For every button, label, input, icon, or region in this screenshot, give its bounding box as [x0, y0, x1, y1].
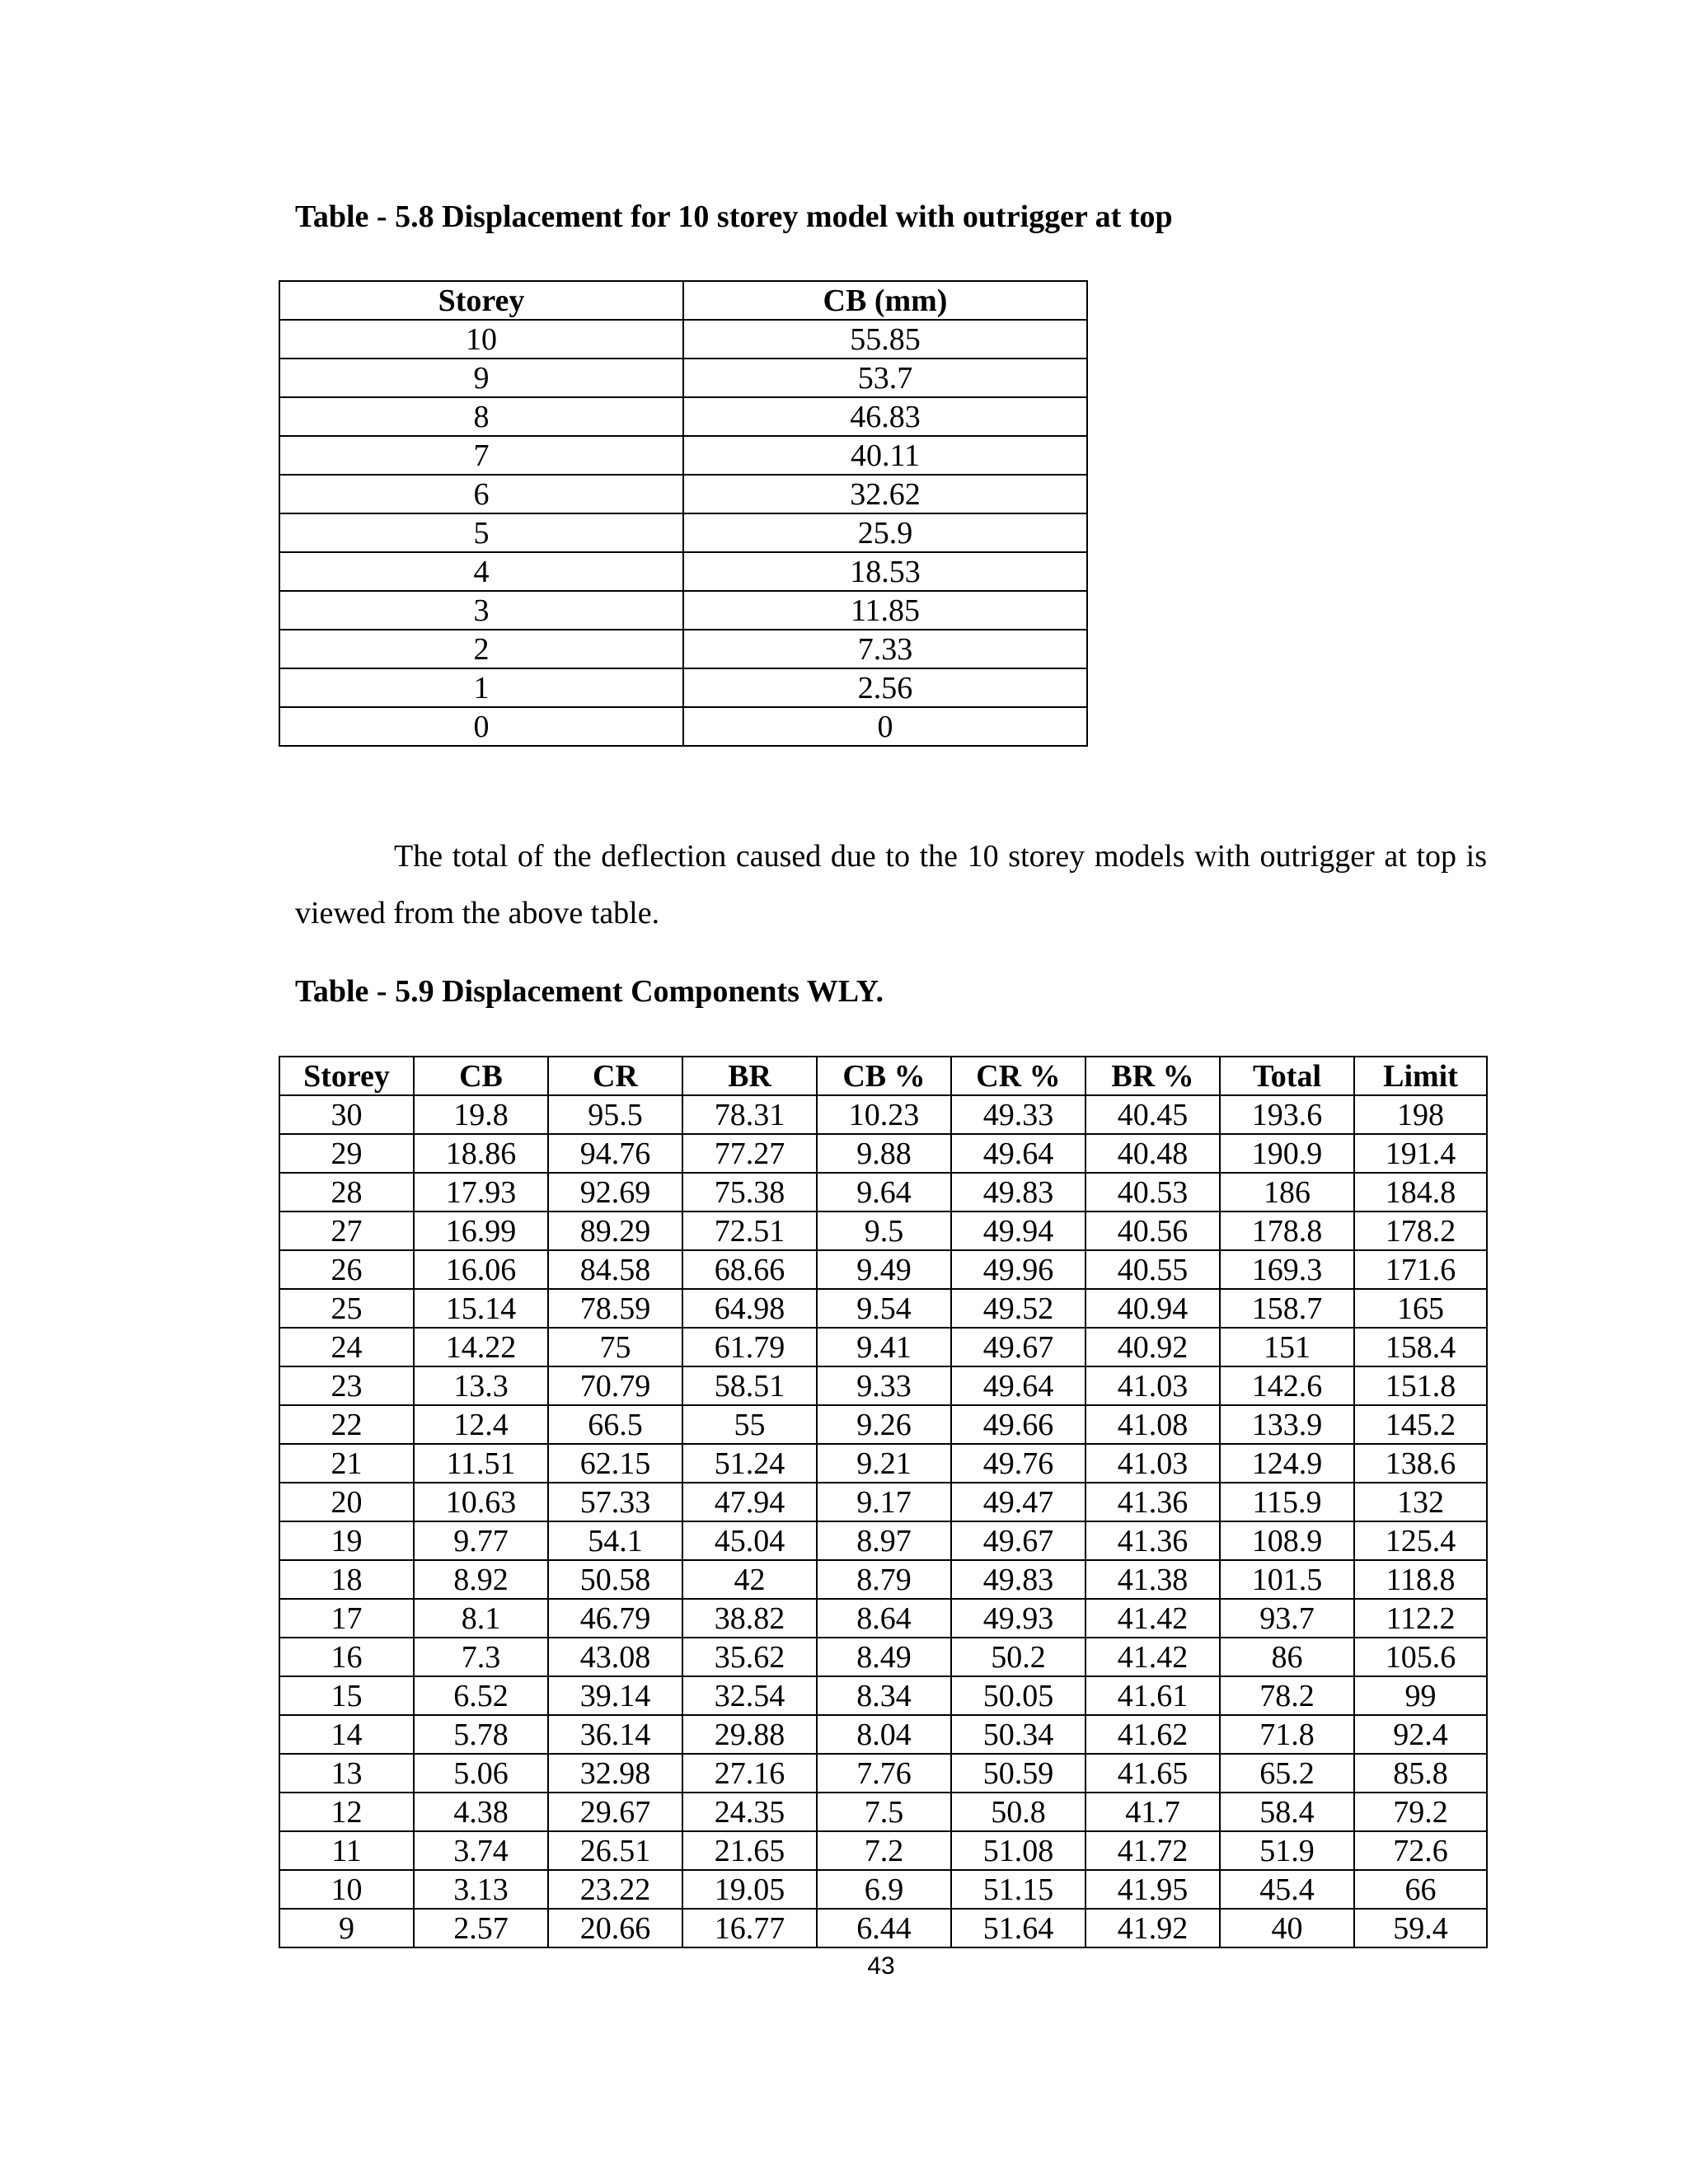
table-cell: 53.7 [683, 359, 1087, 397]
table-cell: 49.94 [951, 1212, 1085, 1250]
table-cell: 78.59 [548, 1289, 682, 1328]
table-cell: 78.2 [1220, 1676, 1354, 1715]
table-row [279, 1715, 1487, 1754]
table-cell: 16.77 [682, 1909, 817, 1947]
table-cell: 43.08 [548, 1638, 682, 1676]
table-cell: 7.5 [817, 1793, 951, 1831]
table-cell: 9.54 [817, 1289, 951, 1328]
table-cell: 6.52 [414, 1676, 548, 1715]
table-row [279, 1250, 1487, 1289]
table-cell: 9.49 [817, 1250, 951, 1289]
table-cell: 40.92 [1085, 1328, 1220, 1366]
table-cell: 191.4 [1354, 1134, 1487, 1173]
header-cell-cb: CB (mm) [683, 281, 1087, 320]
table-cell: 36.14 [548, 1715, 682, 1754]
table-cell: 7 [279, 436, 683, 475]
table-cell: 8.97 [817, 1521, 951, 1560]
table-cell: 41.08 [1085, 1405, 1220, 1444]
table-row [279, 1095, 1487, 1134]
table-cell: 3 [279, 591, 683, 630]
table-cell: 145.2 [1354, 1405, 1487, 1444]
table-cell: 41.42 [1085, 1599, 1220, 1638]
table-cell: 8 [279, 397, 683, 436]
table-cell: 158.7 [1220, 1289, 1354, 1328]
table-cell: 11 [279, 1831, 414, 1870]
page-number: 43 [867, 1952, 895, 1980]
table-cell: 6 [279, 475, 683, 513]
table-cell: 41.03 [1085, 1444, 1220, 1483]
table-cell: 8.64 [817, 1599, 951, 1638]
table-cell: 2.57 [414, 1909, 548, 1947]
table-row [279, 1676, 1487, 1715]
table-cell: 21.65 [682, 1831, 817, 1870]
table-cell: 86 [1220, 1638, 1354, 1676]
table-cell: 46.79 [548, 1599, 682, 1638]
table-cell: 186 [1220, 1173, 1354, 1212]
table-row [279, 513, 1087, 552]
table-cell: 9 [279, 1909, 414, 1947]
table-5-8 [279, 280, 1088, 747]
table-row [279, 1793, 1487, 1831]
header-cell: CB [414, 1057, 548, 1095]
table-cell: 45.04 [682, 1521, 817, 1560]
table-cell: 105.6 [1354, 1638, 1487, 1676]
table-cell: 68.66 [682, 1250, 817, 1289]
table-cell: 0 [683, 707, 1087, 746]
table-cell: 41.36 [1085, 1483, 1220, 1521]
table-cell: 17 [279, 1599, 414, 1638]
table-cell: 71.8 [1220, 1715, 1354, 1754]
table-cell: 25.9 [683, 513, 1087, 552]
table-cell: 89.29 [548, 1212, 682, 1250]
table-cell: 11.51 [414, 1444, 548, 1483]
table-row [279, 397, 1087, 436]
table-cell: 29 [279, 1134, 414, 1173]
table-5-8-caption: Table - 5.8 Displacement for 10 storey model with outrigger at top [295, 199, 1173, 234]
table-cell: 77.27 [682, 1134, 817, 1173]
table-cell: 64.98 [682, 1289, 817, 1328]
table-cell: 21 [279, 1444, 414, 1483]
table-cell: 23.22 [548, 1870, 682, 1909]
table-cell: 8.04 [817, 1715, 951, 1754]
table-cell: 75 [548, 1328, 682, 1366]
table-cell: 9.64 [817, 1173, 951, 1212]
table-cell: 41.92 [1085, 1909, 1220, 1947]
table-cell: 66 [1354, 1870, 1487, 1909]
table-row [279, 552, 1087, 591]
table-5-9-caption: Table - 5.9 Displacement Components WLY. [295, 974, 884, 1009]
table-cell: 133.9 [1220, 1405, 1354, 1444]
header-cell-storey: Storey [279, 281, 683, 320]
table-cell: 9.41 [817, 1328, 951, 1366]
table-header-row [279, 1057, 1487, 1095]
table-cell: 19.05 [682, 1870, 817, 1909]
table-cell: 75.38 [682, 1173, 817, 1212]
table-cell: 40.45 [1085, 1095, 1220, 1134]
table-cell: 9.26 [817, 1405, 951, 1444]
table-cell: 54.1 [548, 1521, 682, 1560]
header-cell: BR [682, 1057, 817, 1095]
table-cell: 41.61 [1085, 1676, 1220, 1715]
table-cell: 47.94 [682, 1483, 817, 1521]
table-cell: 151.8 [1354, 1366, 1487, 1405]
table-cell: 18.86 [414, 1134, 548, 1173]
table-cell: 165 [1354, 1289, 1487, 1328]
table-cell: 112.2 [1354, 1599, 1487, 1638]
table-cell: 41.36 [1085, 1521, 1220, 1560]
table-cell: 7.33 [683, 630, 1087, 668]
table-cell: 49.52 [951, 1289, 1085, 1328]
table-cell: 30 [279, 1095, 414, 1134]
table-cell: 4 [279, 552, 683, 591]
table-cell: 23 [279, 1366, 414, 1405]
table-cell: 49.66 [951, 1405, 1085, 1444]
table-cell: 0 [279, 707, 683, 746]
table-row [279, 668, 1087, 707]
table-cell: 49.67 [951, 1521, 1085, 1560]
table-cell: 28 [279, 1173, 414, 1212]
table-cell: 15.14 [414, 1289, 548, 1328]
table-cell: 40.53 [1085, 1173, 1220, 1212]
table-row [279, 1366, 1487, 1405]
table-5-9 [279, 1056, 1488, 1948]
table-cell: 8.34 [817, 1676, 951, 1715]
table-cell: 9.17 [817, 1483, 951, 1521]
table-cell: 24 [279, 1328, 414, 1366]
table-cell: 41.42 [1085, 1638, 1220, 1676]
table-row [279, 630, 1087, 668]
table-cell: 7.2 [817, 1831, 951, 1870]
table-cell: 72.6 [1354, 1831, 1487, 1870]
table-cell: 58.4 [1220, 1793, 1354, 1831]
table-cell: 41.38 [1085, 1560, 1220, 1599]
table-cell: 58.51 [682, 1366, 817, 1405]
table-cell: 41.03 [1085, 1366, 1220, 1405]
table-cell: 9.33 [817, 1366, 951, 1405]
table-cell: 40 [1220, 1909, 1354, 1947]
table-header-row [279, 281, 1087, 320]
table-cell: 93.7 [1220, 1599, 1354, 1638]
header-cell: Limit [1354, 1057, 1487, 1095]
table-cell: 72.51 [682, 1212, 817, 1250]
table-cell: 18 [279, 1560, 414, 1599]
table-cell: 118.8 [1354, 1560, 1487, 1599]
table-cell: 7.3 [414, 1638, 548, 1676]
table-cell: 16.99 [414, 1212, 548, 1250]
table-cell: 49.47 [951, 1483, 1085, 1521]
table-cell: 51.9 [1220, 1831, 1354, 1870]
table-row [279, 436, 1087, 475]
table-cell: 2 [279, 630, 683, 668]
table-cell: 2.56 [683, 668, 1087, 707]
table-cell: 41.65 [1085, 1754, 1220, 1793]
table-cell: 27 [279, 1212, 414, 1250]
table-row [279, 1560, 1487, 1599]
table-row [279, 1212, 1487, 1250]
table-cell: 9 [279, 359, 683, 397]
table-cell: 3.74 [414, 1831, 548, 1870]
table-cell: 12 [279, 1793, 414, 1831]
table-cell: 41.95 [1085, 1870, 1220, 1909]
table-cell: 57.33 [548, 1483, 682, 1521]
table-cell: 41.72 [1085, 1831, 1220, 1870]
table-cell: 5.06 [414, 1754, 548, 1793]
table-cell: 92.4 [1354, 1715, 1487, 1754]
table-row [279, 1483, 1487, 1521]
header-cell: CB % [817, 1057, 951, 1095]
table-cell: 8.92 [414, 1560, 548, 1599]
table-cell: 66.5 [548, 1405, 682, 1444]
table-cell: 49.76 [951, 1444, 1085, 1483]
table-cell: 32.54 [682, 1676, 817, 1715]
table-cell: 132 [1354, 1483, 1487, 1521]
header-cell: Storey [279, 1057, 414, 1095]
table-cell: 19.8 [414, 1095, 548, 1134]
table-cell: 19 [279, 1521, 414, 1560]
table-cell: 151 [1220, 1328, 1354, 1366]
table-cell: 6.44 [817, 1909, 951, 1947]
table-cell: 13 [279, 1754, 414, 1793]
table-cell: 193.6 [1220, 1095, 1354, 1134]
table-row [279, 320, 1087, 359]
table-cell: 59.4 [1354, 1909, 1487, 1947]
table-row [279, 1173, 1487, 1212]
table-cell: 3.13 [414, 1870, 548, 1909]
table-cell: 55 [682, 1405, 817, 1444]
table-cell: 12.4 [414, 1405, 548, 1444]
table-cell: 99 [1354, 1676, 1487, 1715]
table-cell: 49.83 [951, 1173, 1085, 1212]
header-cell: BR % [1085, 1057, 1220, 1095]
table-cell: 4.38 [414, 1793, 548, 1831]
table-cell: 1 [279, 668, 683, 707]
table-cell: 94.76 [548, 1134, 682, 1173]
table-cell: 78.31 [682, 1095, 817, 1134]
table-cell: 5.78 [414, 1715, 548, 1754]
table-cell: 20.66 [548, 1909, 682, 1947]
table-cell: 27.16 [682, 1754, 817, 1793]
table-cell: 14 [279, 1715, 414, 1754]
table-cell: 49.93 [951, 1599, 1085, 1638]
table-row [279, 1328, 1487, 1366]
table-cell: 32.62 [683, 475, 1087, 513]
table-row [279, 1831, 1487, 1870]
table-cell: 49.33 [951, 1095, 1085, 1134]
table-cell: 40.48 [1085, 1134, 1220, 1173]
table-cell: 26 [279, 1250, 414, 1289]
table-cell: 8.79 [817, 1560, 951, 1599]
table-cell: 70.79 [548, 1366, 682, 1405]
table-cell: 124.9 [1220, 1444, 1354, 1483]
table-cell: 8.49 [817, 1638, 951, 1676]
table-cell: 14.22 [414, 1328, 548, 1366]
body-paragraph: The total of the deflection caused due to the 10 storey models with outrigger at top is viewed from the above table. [295, 839, 1487, 930]
table-cell: 50.8 [951, 1793, 1085, 1831]
table-cell: 49.64 [951, 1134, 1085, 1173]
table-cell: 50.58 [548, 1560, 682, 1599]
table-cell: 169.3 [1220, 1250, 1354, 1289]
table-cell: 61.79 [682, 1328, 817, 1366]
table-cell: 29.67 [548, 1793, 682, 1831]
table-cell: 32.98 [548, 1754, 682, 1793]
table-cell: 39.14 [548, 1676, 682, 1715]
table-cell: 178.2 [1354, 1212, 1487, 1250]
table-cell: 65.2 [1220, 1754, 1354, 1793]
table-cell: 5 [279, 513, 683, 552]
table-cell: 11.85 [683, 591, 1087, 630]
table-cell: 125.4 [1354, 1521, 1487, 1560]
table-cell: 49.67 [951, 1328, 1085, 1366]
table-row [279, 1521, 1487, 1560]
table-cell: 8.1 [414, 1599, 548, 1638]
table-cell: 49.64 [951, 1366, 1085, 1405]
table-cell: 51.15 [951, 1870, 1085, 1909]
table-row [279, 1638, 1487, 1676]
table-cell: 178.8 [1220, 1212, 1354, 1250]
table-cell: 50.59 [951, 1754, 1085, 1793]
table-cell: 190.9 [1220, 1134, 1354, 1173]
table-cell: 16 [279, 1638, 414, 1676]
table-cell: 9.5 [817, 1212, 951, 1250]
table-cell: 9.77 [414, 1521, 548, 1560]
table-cell: 41.62 [1085, 1715, 1220, 1754]
table-row [279, 1405, 1487, 1444]
table-cell: 138.6 [1354, 1444, 1487, 1483]
table-cell: 171.6 [1354, 1250, 1487, 1289]
table-cell: 51.64 [951, 1909, 1085, 1947]
table-cell: 158.4 [1354, 1328, 1487, 1366]
table-cell: 20 [279, 1483, 414, 1521]
table-cell: 13.3 [414, 1366, 548, 1405]
table-cell: 10 [279, 1870, 414, 1909]
table-cell: 29.88 [682, 1715, 817, 1754]
table-cell: 22 [279, 1405, 414, 1444]
table-cell: 79.2 [1354, 1793, 1487, 1831]
table-cell: 42 [682, 1560, 817, 1599]
table-cell: 10 [279, 320, 683, 359]
table-cell: 49.83 [951, 1560, 1085, 1599]
header-cell: CR [548, 1057, 682, 1095]
table-cell: 101.5 [1220, 1560, 1354, 1599]
table-cell: 85.8 [1354, 1754, 1487, 1793]
table-cell: 40.94 [1085, 1289, 1220, 1328]
table-row [279, 591, 1087, 630]
table-cell: 45.4 [1220, 1870, 1354, 1909]
table-cell: 50.05 [951, 1676, 1085, 1715]
table-cell: 95.5 [548, 1095, 682, 1134]
table-cell: 9.21 [817, 1444, 951, 1483]
table-row [279, 1599, 1487, 1638]
table-cell: 55.85 [683, 320, 1087, 359]
table-cell: 46.83 [683, 397, 1087, 436]
table-cell: 142.6 [1220, 1366, 1354, 1405]
table-row [279, 1444, 1487, 1483]
table-cell: 15 [279, 1676, 414, 1715]
table-cell: 51.24 [682, 1444, 817, 1483]
header-cell: CR % [951, 1057, 1085, 1095]
table-row [279, 707, 1087, 746]
table-cell: 49.96 [951, 1250, 1085, 1289]
table-cell: 7.76 [817, 1754, 951, 1793]
table-cell: 51.08 [951, 1831, 1085, 1870]
table-row [279, 359, 1087, 397]
table-row [279, 1870, 1487, 1909]
table-cell: 184.8 [1354, 1173, 1487, 1212]
table-cell: 92.69 [548, 1173, 682, 1212]
header-cell: Total [1220, 1057, 1354, 1095]
table-cell: 108.9 [1220, 1521, 1354, 1560]
table-cell: 50.2 [951, 1638, 1085, 1676]
table-cell: 35.62 [682, 1638, 817, 1676]
table-cell: 18.53 [683, 552, 1087, 591]
table-row [279, 1289, 1487, 1328]
table-cell: 26.51 [548, 1831, 682, 1870]
table-row [279, 475, 1087, 513]
table-cell: 40.55 [1085, 1250, 1220, 1289]
table-cell: 10.63 [414, 1483, 548, 1521]
table-row [279, 1754, 1487, 1793]
table-cell: 17.93 [414, 1173, 548, 1212]
table-cell: 50.34 [951, 1715, 1085, 1754]
table-cell: 41.7 [1085, 1793, 1220, 1831]
table-cell: 38.82 [682, 1599, 817, 1638]
table-cell: 9.88 [817, 1134, 951, 1173]
table-cell: 6.9 [817, 1870, 951, 1909]
table-cell: 62.15 [548, 1444, 682, 1483]
table-cell: 198 [1354, 1095, 1487, 1134]
table-cell: 40.56 [1085, 1212, 1220, 1250]
table-cell: 25 [279, 1289, 414, 1328]
table-row [279, 1909, 1487, 1947]
table-cell: 84.58 [548, 1250, 682, 1289]
table-cell: 40.11 [683, 436, 1087, 475]
table-cell: 24.35 [682, 1793, 817, 1831]
table-cell: 10.23 [817, 1095, 951, 1134]
table-row [279, 1134, 1487, 1173]
table-cell: 115.9 [1220, 1483, 1354, 1521]
table-cell: 16.06 [414, 1250, 548, 1289]
